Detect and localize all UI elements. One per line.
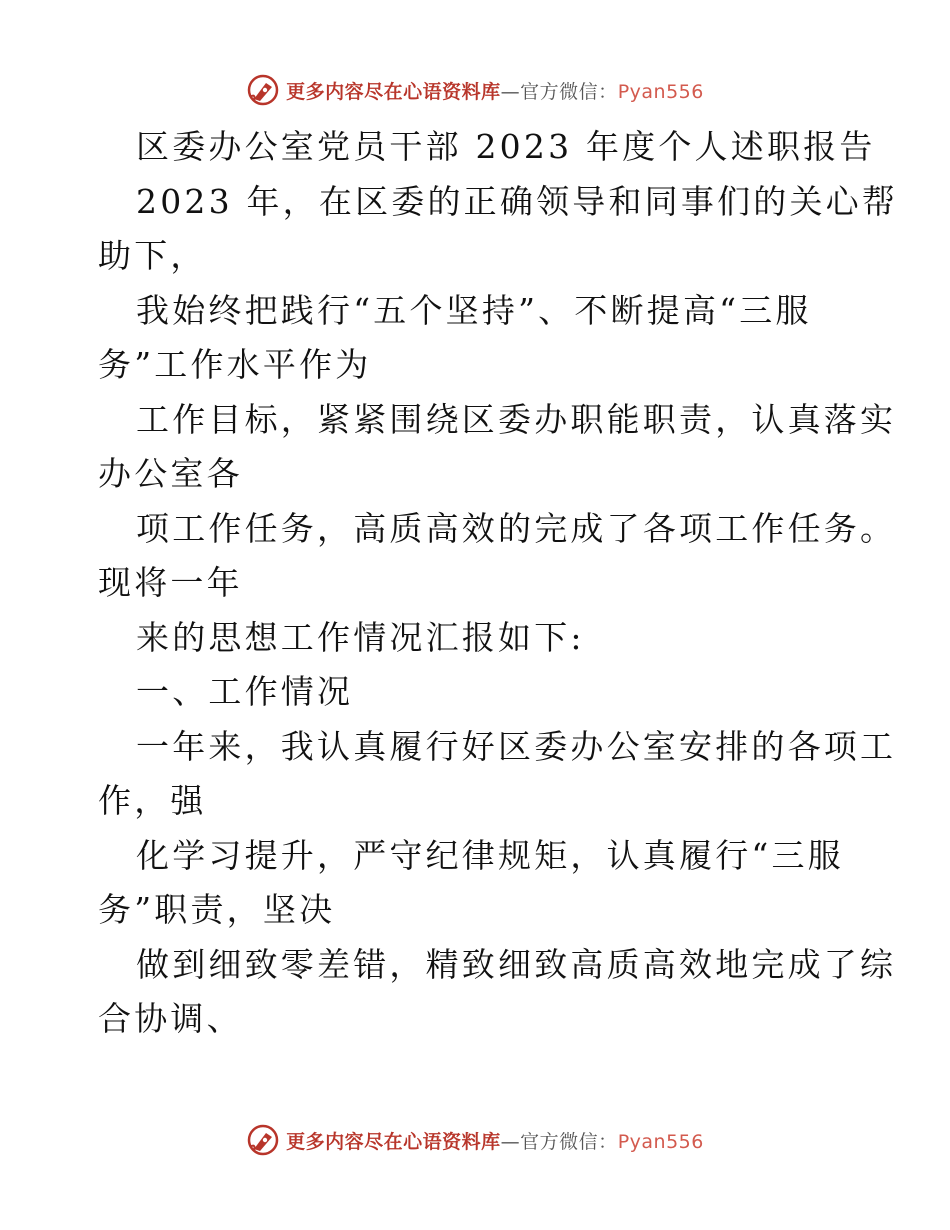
- text-line: 一、工作情况: [136, 672, 354, 711]
- header-watermark: [0, 70, 950, 110]
- text-line: 做到细致零差错，精致细致高质高效地完成了综: [136, 944, 897, 984]
- text-line: 项工作任务，高质高效的完成了各项工作任务。: [136, 508, 897, 548]
- watermark-contact-id: Pyan556: [617, 1130, 704, 1153]
- text-line: 现将一年: [98, 563, 243, 602]
- text-line: 助下，: [98, 236, 207, 275]
- text-line: 办公室各: [98, 454, 243, 493]
- text-line: 2023 年，在区委的正确领导和同事们的关心帮: [136, 181, 899, 221]
- footer-watermark: [0, 1120, 950, 1160]
- text-line: 化学习提升，严守纪律规矩，认真履行“三服: [136, 835, 844, 875]
- pen-nib-logo-icon: [246, 73, 280, 107]
- text-line: 一年来，我认真履行好区委办公室安排的各项工: [136, 726, 897, 766]
- watermark-site: 更多内容尽在心语资料库: [286, 80, 501, 103]
- watermark-text: [286, 77, 704, 104]
- watermark-site: 更多内容尽在心语资料库: [286, 1130, 501, 1153]
- text-line: 来的思想工作情况汇报如下:: [136, 617, 585, 657]
- text-line: 作，强: [98, 781, 207, 820]
- text-line: 我始终把践行“五个坚持”、不断提高“三服: [136, 290, 812, 330]
- watermark-dash: —: [500, 80, 521, 103]
- text-line: 务”职责，坚决: [98, 890, 336, 929]
- watermark-contact-id: Pyan556: [617, 80, 704, 103]
- text-line: 务”工作水平作为: [98, 345, 372, 384]
- pen-nib-logo-icon: [246, 1123, 280, 1157]
- watermark-contact-label: 官方微信：: [520, 1130, 618, 1153]
- text-line: 合协调、: [98, 999, 243, 1038]
- watermark-contact-label: 官方微信：: [520, 80, 618, 103]
- watermark-text: [286, 1127, 704, 1154]
- watermark-dash: —: [500, 1130, 521, 1153]
- text-line: 工作目标，紧紧围绕区委办职能职责，认真落实: [136, 399, 897, 439]
- document-title: 区委办公室党员干部 2023 年度个人述职报告: [136, 127, 876, 166]
- document-body: [98, 120, 899, 1047]
